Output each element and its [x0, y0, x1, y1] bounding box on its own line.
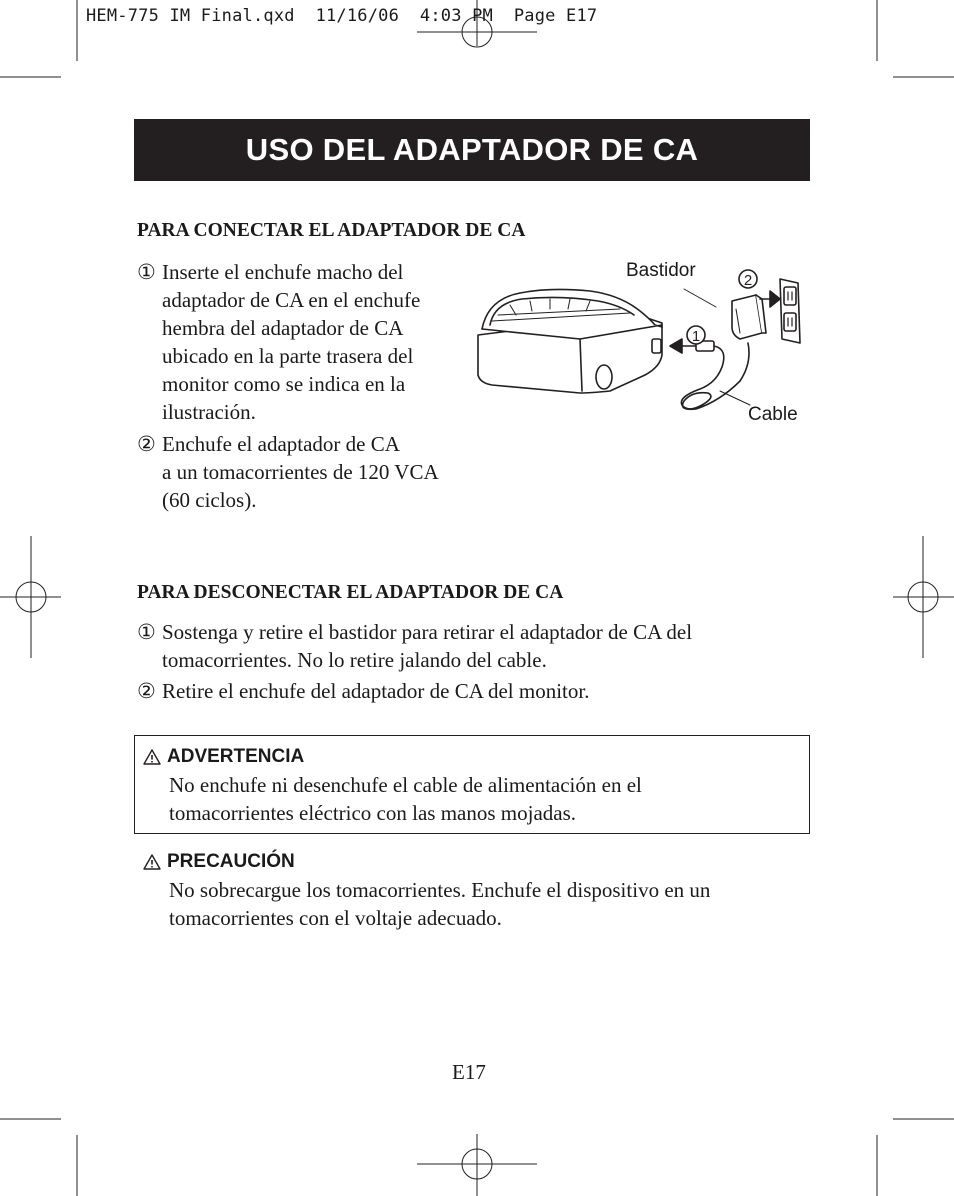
step-line: Retire el enchufe del adaptador de CA del monitor.: [162, 679, 590, 703]
disconnect-step-1: [137, 618, 797, 674]
step-line: Enchufe el adaptador de CA: [162, 432, 400, 456]
step-line: ilustración.: [162, 400, 256, 424]
warning-triangle-icon: [143, 749, 161, 765]
caution-text: [169, 876, 710, 932]
step-number: ①: [137, 620, 156, 644]
step-line: ubicado en la parte trasera del: [162, 344, 414, 368]
warning-text: [169, 771, 642, 827]
caution-line: tomacorrientes con el voltaje adecuado.: [169, 906, 502, 930]
step-line: a un tomacorrientes de 120 VCA: [162, 460, 439, 484]
step-number: ①: [137, 260, 156, 284]
step-line: tomacorrientes. No lo retire jalando del cable.: [162, 648, 547, 672]
arrow-2: [770, 291, 780, 307]
warning-title: [143, 746, 304, 768]
caution-line: No sobrecargue los tomacorrientes. Enchufe el dispositivo en un: [169, 878, 711, 902]
step-line: Inserte el enchufe macho del: [162, 260, 404, 284]
caution-title-text: PRECAUCIÓN: [167, 851, 295, 872]
connect-step-1: [137, 258, 477, 426]
label-housing: Bastidor: [626, 260, 696, 281]
caution-triangle-icon: [143, 854, 161, 870]
step-line: monitor como se indica en la: [162, 372, 406, 396]
page-number: E17: [452, 1060, 486, 1084]
connect-step-2: [137, 430, 477, 514]
disconnect-step-2: [137, 677, 797, 705]
step-number: ②: [137, 432, 156, 456]
disconnect-steps: [137, 618, 797, 705]
warning-line: No enchufe ni desenchufe el cable de alimentación en el: [169, 773, 642, 797]
page-title: USO DEL ADAPTADOR DE CA: [245, 132, 699, 167]
step-line: (60 ciclos).: [162, 488, 257, 512]
step-line: adaptador de CA en el enchufe: [162, 288, 421, 312]
caution-title: [143, 851, 295, 873]
disconnect-heading: PARA DESCONECTAR EL ADAPTADOR DE CA: [137, 582, 564, 603]
callout-2: 2: [743, 272, 753, 289]
arrow-1: [670, 339, 682, 353]
title-bar: [134, 119, 810, 181]
step-number: ②: [137, 679, 156, 703]
step-line: hembra del adaptador de CA: [162, 316, 404, 340]
connect-heading: PARA CONECTAR EL ADAPTADOR DE CA: [137, 220, 526, 241]
warning-title-text: ADVERTENCIA: [167, 746, 305, 767]
label-cable: Cable: [748, 404, 798, 425]
connect-steps: [137, 258, 477, 514]
warning-line: tomacorrientes eléctrico con las manos mojadas.: [169, 801, 577, 825]
step-line: Sostenga y retire el bastidor para retirar el adaptador de CA del: [162, 620, 693, 644]
file-slug: HEM-775 IM Final.qxd 11/16/06 4:03 PM Page E17: [86, 6, 598, 26]
callout-1: 1: [691, 328, 701, 345]
